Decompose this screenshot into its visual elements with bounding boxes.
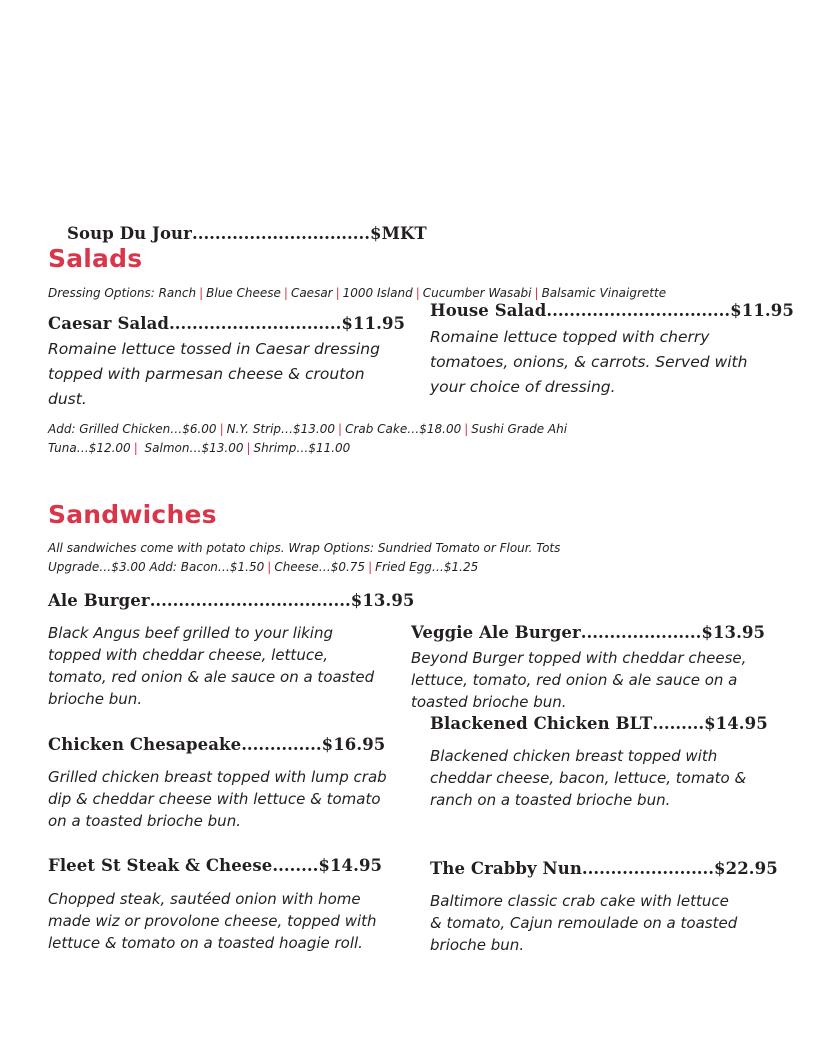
soup-du-jour-item [67, 224, 427, 243]
item-price: $MKT [370, 224, 427, 243]
chicken-chesapeake-description: Grilled chicken breast topped with lump crab dip & cheddar cheese with lettuce & tomato on a toasted brioche bun. [48, 768, 387, 830]
item-name: Soup Du Jour [67, 224, 192, 243]
caesar-salad-title: Caesar Salad..............................$11.95 [48, 314, 406, 333]
house-salad-description: Romaine lettuce topped with cherry tomatoes, onions, & carrots. Served with your choice of dressing. [430, 328, 748, 396]
addons-line-1: Add: Grilled Chicken…$6.00 | N.Y. Strip…$13.00 | Crab Cake…$18.00 | Sushi Grade Ahi [48, 422, 568, 436]
sandwiches-intro: All sandwiches come with potato chips. Wrap Options: Sundried Tomato or Flour. Tots Upgrade…$3.00 Add: Bacon…$1.50 | Cheese…$0.75 | Fried Egg…$1.25 [48, 541, 561, 574]
crabby-nun-title: The Crabby Nun.......................$22.95 [430, 859, 778, 878]
veggie-ale-burger-description: Beyond Burger topped with cheddar cheese, lettuce, tomato, red onion & ale sauce on a toasted brioche bun. [411, 649, 747, 711]
leader-dots: ............................... [191, 224, 371, 243]
dressing-options: Dressing Options: Ranch | Blue Cheese | Caesar | 1000 Island | Cucumber Wasabi | Balsamic Vinaigrette [48, 286, 667, 300]
chicken-chesapeake-title: Chicken Chesapeake..............$16.95 [48, 735, 386, 754]
crabby-nun-description: Baltimore classic crab cake with lettuce & tomato, Cajun remoulade on a toasted brioche bun. [430, 892, 738, 954]
blackened-chicken-blt-title: Blackened Chicken BLT.........$14.95 [430, 714, 768, 733]
addons-line-2: Tuna…$12.00 | Salmon…$13.00 | Shrimp…$11.00 [48, 441, 351, 455]
section-heading-salads: Salads [48, 244, 143, 273]
fleet-st-steak-title: Fleet St Steak & Cheese........$14.95 [48, 856, 383, 875]
caesar-salad-description: Romaine lettuce tossed in Caesar dressing topped with parmesan cheese & crouton dust. [48, 340, 380, 408]
section-heading-sandwiches: Sandwiches [48, 500, 217, 529]
salad-addons [48, 420, 567, 458]
fleet-st-steak-description: Chopped steak, sautéed onion with home made wiz or provolone cheese, topped with lettuce & tomato on a toasted hoagie roll. [48, 890, 377, 952]
blackened-chicken-blt-description: Blackened chicken breast topped with cheddar cheese, bacon, lettuce, tomato & ranch on a toasted brioche bun. [430, 747, 747, 809]
house-salad-title: House Salad................................$11.95 [430, 301, 794, 320]
veggie-ale-burger-title: Veggie Ale Burger.....................$13.95 [411, 623, 766, 642]
ale-burger-title: Ale Burger...................................$13.95 [48, 591, 415, 610]
ale-burger-description: Black Angus beef grilled to your liking topped with cheddar cheese, lettuce, tomato, red onion & ale sauce on a toasted brioche bun. [48, 624, 375, 708]
